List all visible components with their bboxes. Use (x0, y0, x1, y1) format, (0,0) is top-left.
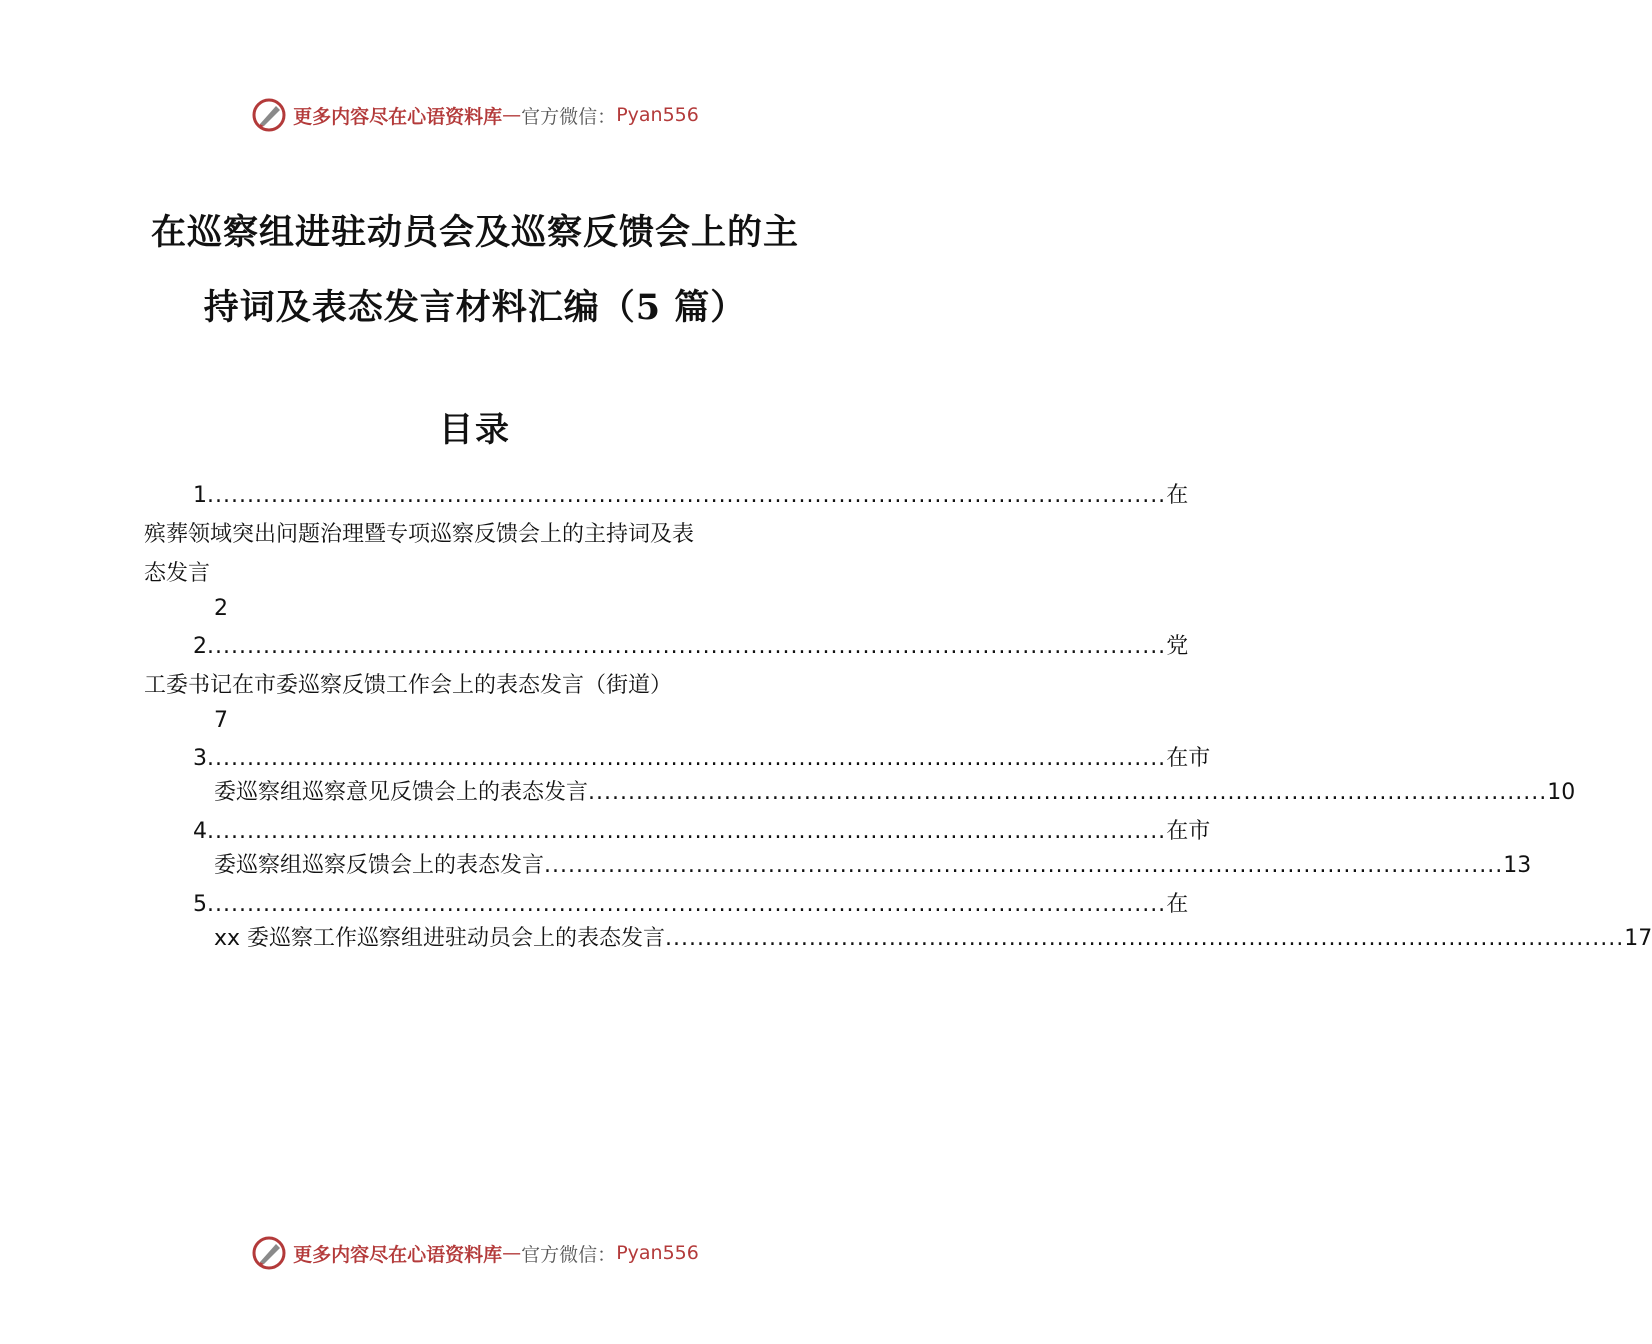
banner-separator: — (502, 1242, 522, 1264)
toc-dot-leader: ........................................................................................................................ (207, 892, 1167, 917)
banner-title: 更多内容尽在心语资料库 (293, 105, 503, 128)
toc-dot-leader: ........................................................................................................................ (207, 746, 1167, 771)
toc-entry-page: 17 (1624, 926, 1652, 951)
toc-entry-title: xx 委巡察工作巡察组进驻动员会上的表态发言 (214, 926, 666, 951)
toc-entry-1-page: 2 (214, 596, 228, 621)
toc-dot-leader: ........................................................................................................................ (588, 780, 1548, 805)
toc-entry-2[interactable] (193, 632, 1189, 662)
toc-entry-page: 13 (1503, 853, 1532, 878)
toc-entry-1-title-cont: 殡葬领域突出问题治理暨专项巡察反馈会上的主持词及表 (144, 522, 695, 547)
banner-separator: — (502, 104, 522, 126)
toc-entry-page: 10 (1547, 780, 1576, 805)
toc-entry-number: 1 (193, 483, 207, 508)
toc-entry-lead: 党 (1166, 634, 1189, 659)
toc-dot-leader: ........................................................................................................................ (207, 483, 1167, 508)
toc-entry-number: 5 (193, 892, 207, 917)
document-title-line-2: 持词及表态发言材料汇编（5 篇） (203, 287, 747, 328)
toc-entry-1-title-cont-2: 态发言 (144, 561, 211, 586)
toc-dot-leader: ........................................................................................................................ (207, 634, 1167, 659)
toc-dot-leader: ........................................................................................................................ (665, 926, 1625, 951)
header-banner (0, 95, 950, 135)
document-title-line-1: 在巡察组进驻动员会及巡察反馈会上的主 (150, 212, 799, 253)
toc-heading: 目录 (439, 410, 511, 450)
toc-dot-leader: ........................................................................................................................ (544, 853, 1504, 878)
toc-entry-5-title-row[interactable] (214, 924, 1652, 954)
toc-entry-3-title-row[interactable] (214, 778, 1576, 808)
toc-entry-lead: 在市 (1166, 746, 1211, 771)
banner-wechat-label: 官方微信： (521, 1243, 617, 1266)
pen-logo-icon (251, 97, 287, 133)
toc-entry-5[interactable] (193, 890, 1189, 920)
toc-entry-lead: 在 (1166, 892, 1189, 917)
toc-entry-3[interactable] (193, 744, 1211, 774)
toc-entry-number: 3 (193, 746, 207, 771)
toc-entry-2-page: 7 (214, 708, 228, 733)
pen-logo-icon (251, 1235, 287, 1271)
toc-dot-leader: ........................................................................................................................ (207, 819, 1167, 844)
banner-wechat-id: Pyan556 (616, 104, 699, 126)
toc-entry-number: 2 (193, 634, 207, 659)
toc-entry-number: 4 (193, 819, 207, 844)
banner-wechat-id: Pyan556 (616, 1242, 699, 1264)
toc-entry-title: 委巡察组巡察意见反馈会上的表态发言 (214, 780, 589, 805)
toc-entry-lead: 在市 (1166, 819, 1211, 844)
footer-banner (0, 1233, 950, 1273)
toc-entry-2-title-cont: 工委书记在市委巡察反馈工作会上的表态发言（街道） (144, 673, 673, 698)
toc-entry-lead: 在 (1166, 483, 1189, 508)
banner-title: 更多内容尽在心语资料库 (293, 1243, 503, 1266)
toc-entry-1[interactable] (193, 481, 1189, 511)
toc-entry-title: 委巡察组巡察反馈会上的表态发言 (214, 853, 545, 878)
toc-entry-4-title-row[interactable] (214, 851, 1532, 881)
banner-wechat-label: 官方微信： (521, 105, 617, 128)
toc-entry-4[interactable] (193, 817, 1211, 847)
